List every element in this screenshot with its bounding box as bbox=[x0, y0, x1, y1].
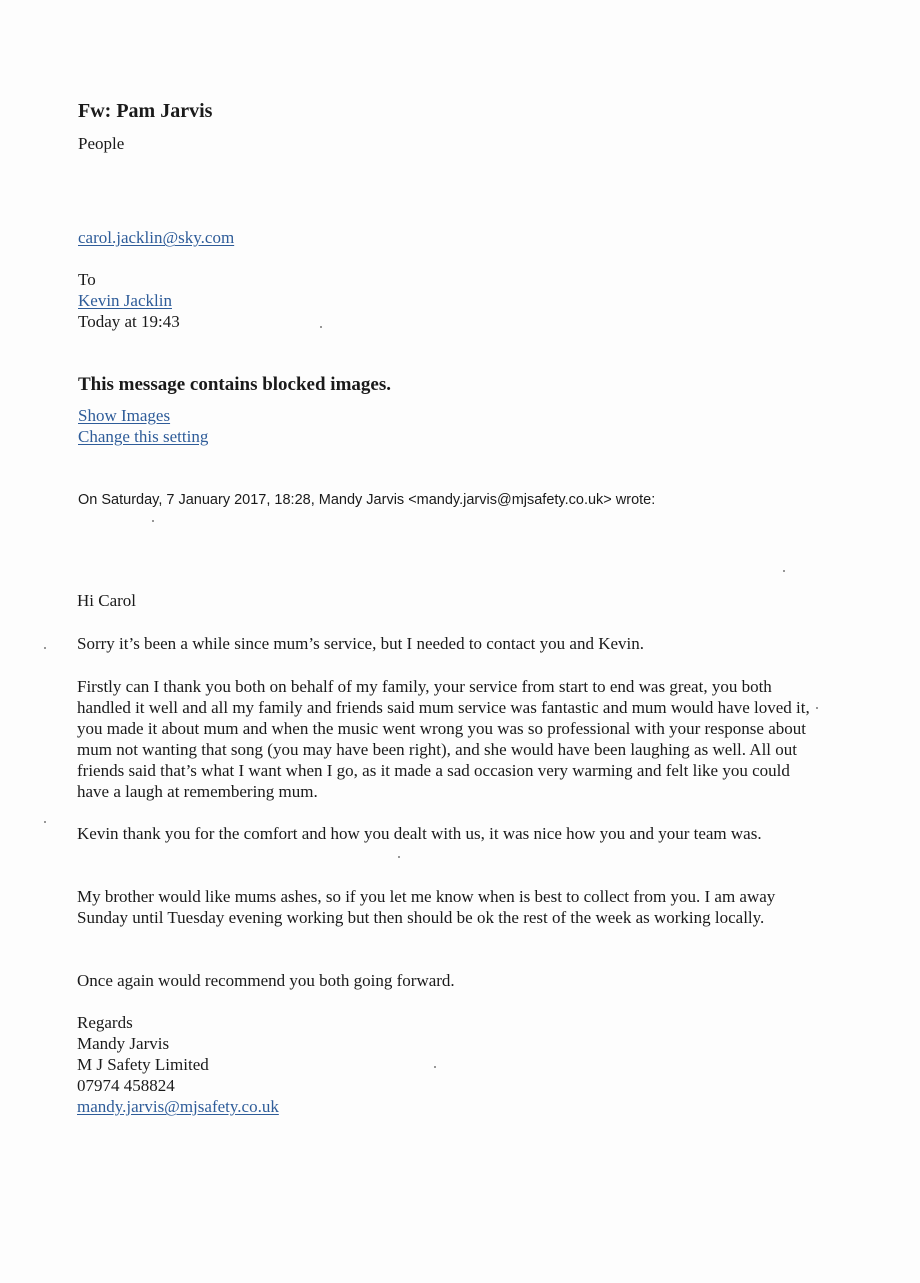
signature-company: M J Safety Limited bbox=[77, 1055, 209, 1074]
scan-speck bbox=[44, 821, 46, 823]
blocked-images-heading: This message contains blocked images. bbox=[78, 374, 391, 395]
email-subject: Fw: Pam Jarvis bbox=[78, 100, 213, 122]
message-paragraph: Once again would recommend you both going forward. bbox=[77, 971, 455, 990]
sender-email-link[interactable]: carol.jacklin@sky.com bbox=[78, 228, 235, 247]
change-setting-link[interactable]: Change this setting bbox=[78, 427, 209, 446]
signoff-regards: Regards bbox=[77, 1013, 133, 1032]
signature-block bbox=[77, 1012, 279, 1117]
message-paragraph: Firstly can I thank you both on behalf of my family, your service from start to end was great, you both handled it well and all my family and friends said mum service was fantastic and mum would have loved it, you made it about mum and when the music went wrong you was so professional with your response about mum not wanting that song (you may have been right), and she would have been laughing as well. All out friends said that’s what I want when I go, as it made a sad occasion very warming and felt like you could have a laugh at remembering mum. bbox=[77, 677, 810, 801]
scan-speck bbox=[44, 647, 46, 649]
signature-name: Mandy Jarvis bbox=[77, 1034, 170, 1053]
recipient-name-link[interactable]: Kevin Jacklin bbox=[78, 291, 172, 310]
people-label: People bbox=[78, 134, 125, 153]
signature-phone: 07974 458824 bbox=[77, 1076, 175, 1095]
to-label: To bbox=[78, 270, 96, 289]
message-paragraph: Sorry it’s been a while since mum’s service, but I needed to contact you and Kevin. bbox=[77, 634, 644, 653]
signature-email-link[interactable]: mandy.jarvis@mjsafety.co.uk bbox=[77, 1097, 279, 1116]
sent-timestamp: Today at 19:43 bbox=[78, 312, 180, 331]
message-greeting: Hi Carol bbox=[77, 591, 137, 610]
scan-speck bbox=[152, 520, 154, 522]
scan-speck bbox=[816, 707, 818, 709]
scan-speck bbox=[434, 1066, 436, 1068]
scan-speck bbox=[320, 326, 322, 328]
quoted-message-header: On Saturday, 7 January 2017, 18:28, Mandy Jarvis <mandy.jarvis@mjsafety.co.uk> wrote: bbox=[78, 492, 656, 508]
scan-speck bbox=[398, 856, 400, 858]
show-images-link[interactable]: Show Images bbox=[78, 406, 171, 425]
scan-speck bbox=[783, 570, 785, 572]
message-paragraph: Kevin thank you for the comfort and how you dealt with us, it was nice how you and your team was. bbox=[77, 824, 762, 843]
message-paragraph: My brother would like mums ashes, so if you let me know when is best to collect from you. I am away Sunday until Tuesday evening working but then should be ok the rest of the week as working locally. bbox=[77, 887, 776, 927]
